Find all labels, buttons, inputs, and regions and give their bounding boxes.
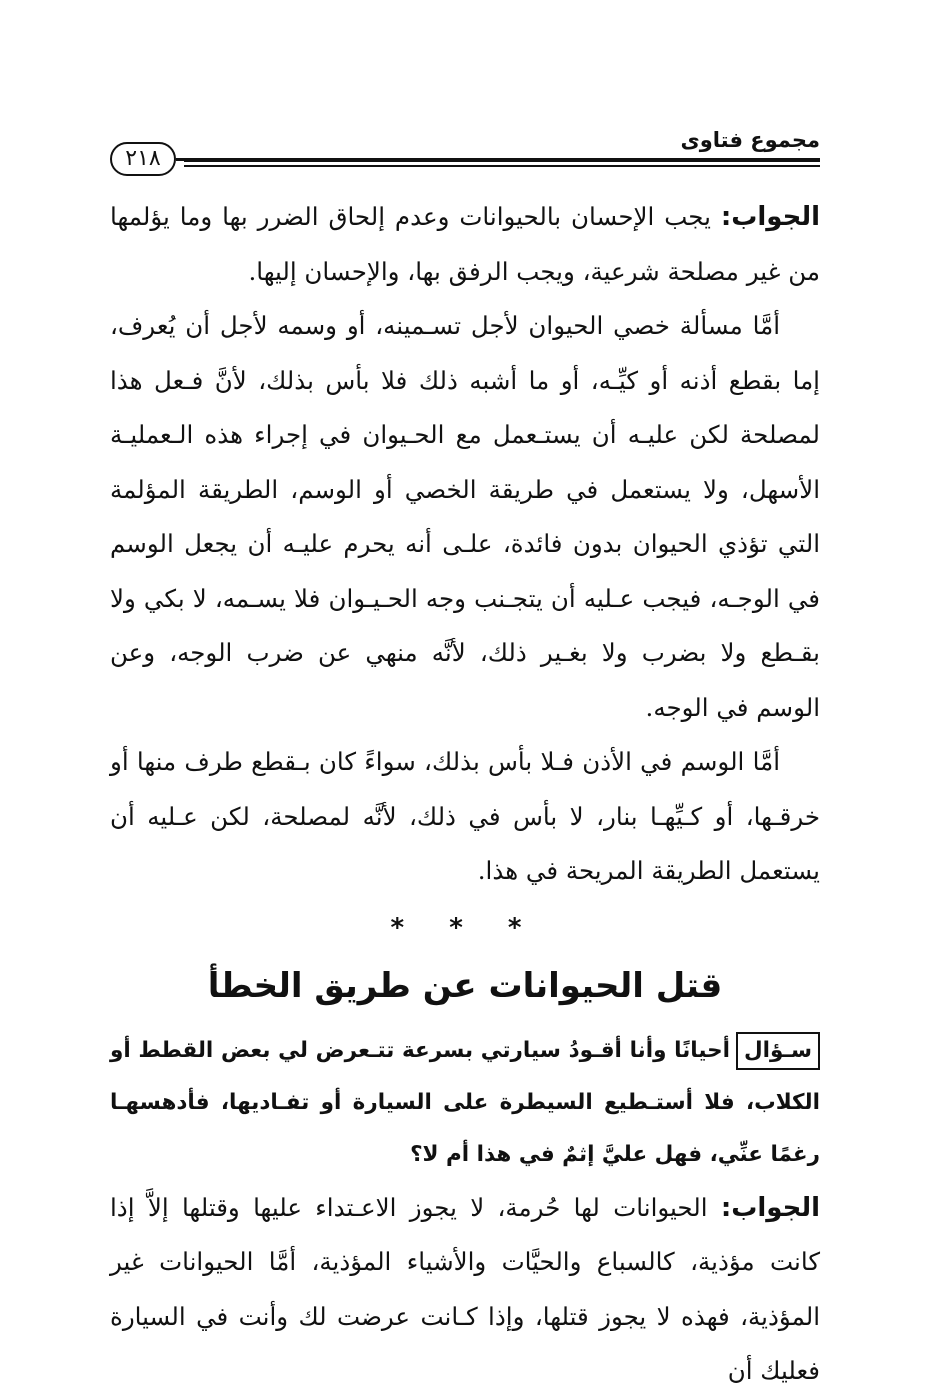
answer-label: الجواب:: [720, 202, 820, 232]
answer-text-2: الحيوانات لها حُرمة، لا يجوز الاعـتداء عليها وقتلها إلاَّ إذا كانت مؤذية، كالسباع والحيَّات والأشياء المؤذية، أمَّا الحيوانات غير المؤذية، فهذه لا يجوز قتلها، وإذا كـانت عرضت لك وأنت في السيارة فعليك أن: [110, 1192, 820, 1385]
answer-text: يجب الإحسان بالحيوانات وعدم إلحاق الضرر بها وما يؤلمها من غير مصلحة شرعية، ويجب الرفق بها، والإحسان إليها.: [110, 202, 820, 286]
header-rule-left: [176, 158, 184, 161]
answer-paragraph-2: [110, 1181, 820, 1399]
section-separator: * * *: [390, 912, 540, 943]
page-body: [110, 190, 820, 1399]
page-header: [110, 128, 820, 178]
header-rule: [184, 158, 820, 162]
question-text: أحيانًا وأنا أقـودُ سيارتي بسرعة تتـعرض لي بعض القطط أو الكلاب، فلا أستـطيع السيطرة على السيارة أو تفـاديها، فأدهسهـا رغمًا عنِّي، فهل عليَّ إثمٌ في هذا أم لا؟: [110, 1037, 820, 1167]
answer-label-2: الجواب:: [720, 1192, 820, 1223]
question-label: سـؤال: [736, 1032, 820, 1070]
section-title: قتل الحيوانات عن طريق الخطأ: [207, 965, 723, 1006]
question-paragraph: [110, 1025, 820, 1181]
page-number: ٢١٨: [110, 142, 176, 176]
paragraph-ear-marking: أمَّا الوسم في الأذن فـلا بأس بذلك، سواءً كان بـقطع طرف منها أو خرقـها، أو كـيِّهـا بنار، لا بأس في ذلك، لأنَّه لمصلحة، لكن عـليه أن يستعمل الطريقة المريحة في هذا.: [110, 747, 820, 885]
paragraph-castration: أمَّا مسألة خصي الحيوان لأجل تسـمينه، أو وسمه لأجل أن يُعرف، إما بقطع أذنه أو كيِّـه، أو ما أشبه ذلك فلا بأس بذلك، لأنَّ فـعل هذا لمصلحة لكن عليـه أن يستـعمل مع الحـيوان في إجراء هذه الـعمليـة الأسهل، ولا يستعمل في طريقة الخصي أو الوسم، الطريقة المؤلمة التي تؤذي الحيوان بدون فائدة، علـى أنه يحرم عليـه أن يجعل الوسم في الوجـه، فيجب عـليه أن يتجـنب وجه الحـيـوان فلا يسـمه، لا بكي ولا بقـطع ولا بضرب ولا بغـير ذلك، لأنَّه منهي عن ضرب الوجه، وعن الوسم في الوجه.: [110, 311, 820, 722]
answer-paragraph-1: [110, 190, 820, 299]
header-rule-thin: [184, 165, 820, 167]
book-title: مجموع فتاوى: [680, 128, 820, 152]
